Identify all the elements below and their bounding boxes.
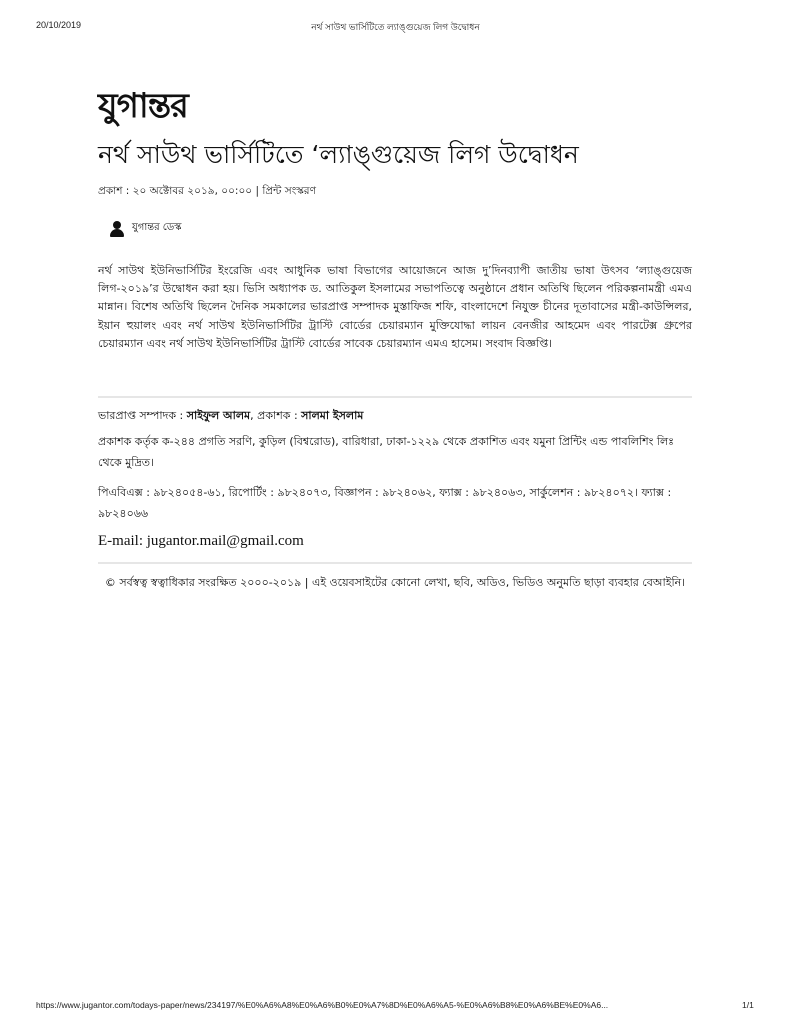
divider (98, 396, 692, 398)
print-edition-link[interactable]: প্রিন্ট সংস্করণ (262, 185, 316, 197)
contact-phones: পিএবিএক্স : ৯৮২৪০৫৪-৬১, রিপোর্টিং : ৯৮২৪০৭৩, বিজ্ঞাপন : ৯৮২৪০৬২, ফ্যাক্স : ৯৮২৪০৬৩, সার্কুলেশন : ৯৮২৪০৭২। ফ্যাক্স : ৯৮২৪০৬৬ (98, 486, 672, 520)
publish-date: প্রকাশ : ২০ অক্টোবর ২০১৯, ০০:০০ (98, 185, 253, 197)
copyright-notice: © সর্বস্বত্ব স্বত্বাধিকার সংরক্ষিত ২০০০-২০১৯ | এই ওয়েবসাইটের কোনো লেখা, ছবি, অডিও, ভিডিও অনুমতি ছাড়া ব্যবহার বেআইনি। (104, 576, 686, 589)
editor-label: ভারপ্রাপ্ত সম্পাদক : (98, 409, 187, 422)
print-url: https://www.jugantor.com/todays-paper/news/234197/%E0%A6%A8%E0%A6%B0%E0%A7%8D%E0%A6%A5-%E0%A6%B8%E0%A6%BE%E0%A6... (36, 1000, 609, 1010)
user-icon (110, 221, 124, 237)
print-date: 20/10/2019 (36, 20, 82, 30)
article-body: নর্থ সাউথ ইউনিভার্সিটির ইংরেজি এবং আধুনিক ভাষা বিভাগের আয়োজনে আজ দু’দিনব্যাপী জাতীয় ভাষা উৎসব ‘ল্যাঙ্গুয়েজ লিগ-২০১৯’র উদ্বোধন করা হয়। ভিসি অধ্যাপক ড. আতিকুল ইসলামের সভাপতিত্বে অনুষ্ঠানে প্রধান অতিথি ছিলেন পরিকল্পনামন্ত্রী এমএ মান্নান। বিশেষ অতিথি ছিলেন দৈনিক সমকালের ভারপ্রাপ্ত সম্পাদক মুস্তাফিজ শফি, বাংলাদেশে নিযুক্ত চীনের দূতাবাসের মন্ত্রী-কাউন্সিলর, ইয়ান হুয়ালং এবং নর্থ সাউথ ইউনিভার্সিটির ট্রাস্টি বোর্ডের চেয়ারম্যান মুক্তিযোদ্ধা লায়ন বেনজীর আহমেদ এবং পারটেক্স গ্রুপের চেয়ারম্যান এবং নর্থ সাউথ ইউনিভার্সিটির ট্রাস্টি বোর্ডের সাবেক চেয়ারম্যান এমএ হাসেম। সংবাদ বিজ্ঞপ্তি। (98, 264, 692, 350)
separator: | (255, 185, 263, 197)
publisher-label: , প্রকাশক : (250, 409, 302, 422)
page-count: 1/1 (742, 1000, 754, 1010)
editor-line (98, 405, 692, 426)
editor-name: সাইফুল আলম (186, 409, 251, 422)
print-page-title: নর্থ সাউথ ভার্সিটিতে ল্যাঙ্গুয়েজ লিগ উদ্বোধন (311, 22, 480, 32)
article-headline: নর্থ সাউথ ভার্সিটিতে ‘ল্যাঙ্গুয়েজ লিগ উদ্বোধন (98, 140, 579, 169)
author-name[interactable]: যুগান্তর ডেস্ক (132, 222, 182, 233)
divider (98, 562, 692, 564)
contact-email[interactable]: E-mail: jugantor.mail@gmail.com (98, 533, 304, 549)
author-byline (98, 220, 704, 237)
publisher-name: সালমা ইসলাম (301, 409, 364, 422)
publish-info (98, 184, 692, 201)
jugantor-logo[interactable]: যুগান্তর (98, 86, 188, 126)
publisher-address: প্রকাশক কর্তৃক ক-২৪৪ প্রগতি সরণি, কুড়িল (বিশ্বরোড), বারিধারা, ঢাকা-১২২৯ থেকে প্রকাশিত এবং যমুনা প্রিন্টিং এন্ড পাবলিশিং লিঃ থেকে মুদ্রিত। (98, 435, 675, 469)
